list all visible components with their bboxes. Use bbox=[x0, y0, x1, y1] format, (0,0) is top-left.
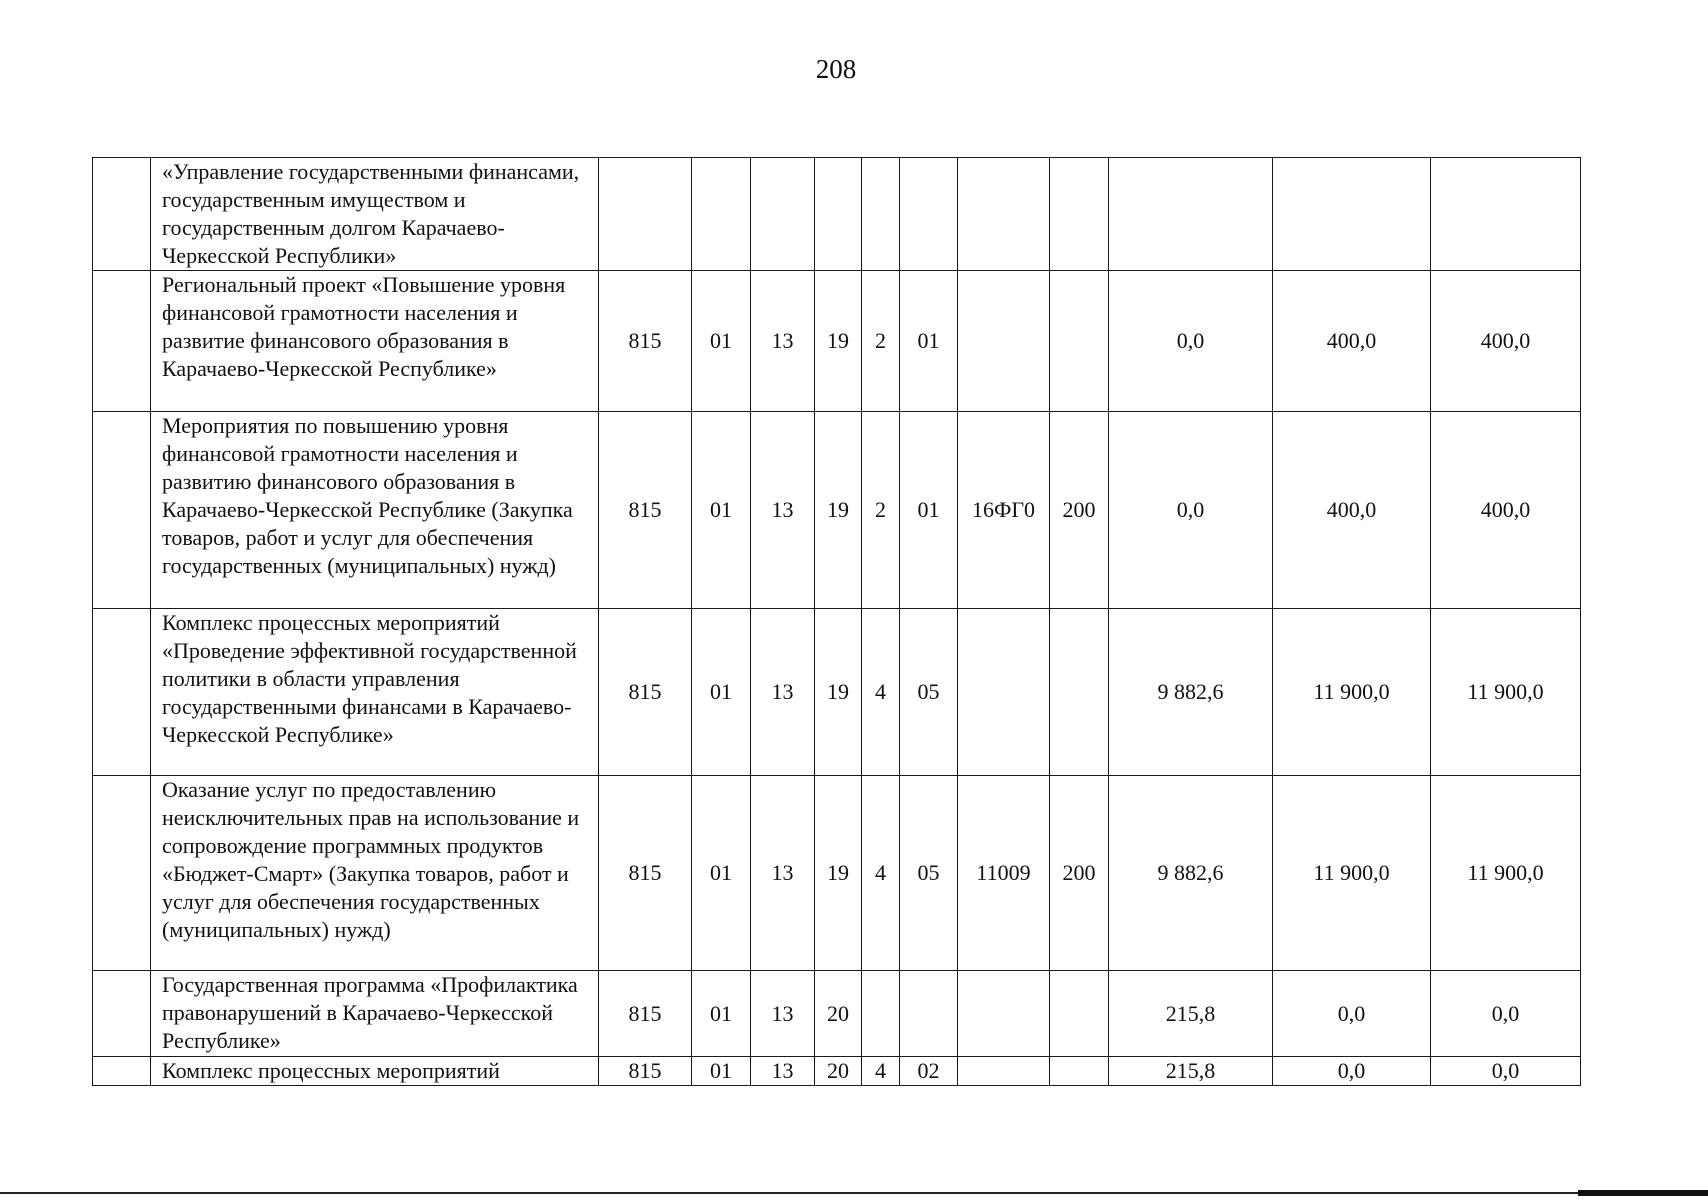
ved-cell bbox=[599, 158, 692, 271]
sum-year2-cell: 400,0 bbox=[1273, 412, 1431, 609]
vr-cell bbox=[1050, 971, 1109, 1057]
cs-type-cell: 4 bbox=[862, 1057, 900, 1086]
row-number-cell bbox=[93, 609, 151, 776]
ved-cell: 815 bbox=[599, 1057, 692, 1086]
ved-cell: 815 bbox=[599, 412, 692, 609]
pr-cell: 13 bbox=[751, 1057, 815, 1086]
ved-cell: 815 bbox=[599, 271, 692, 412]
sum-year1-cell: 215,8 bbox=[1109, 1057, 1273, 1086]
vr-cell bbox=[1050, 271, 1109, 412]
cs-structure-cell: 01 bbox=[900, 271, 958, 412]
cs-program-cell: 19 bbox=[815, 412, 862, 609]
cs-structure-cell bbox=[900, 158, 958, 271]
table-row bbox=[93, 971, 1581, 1057]
ved-cell: 815 bbox=[599, 609, 692, 776]
sum-year2-cell: 0,0 bbox=[1273, 971, 1431, 1057]
vr-cell bbox=[1050, 1057, 1109, 1086]
vr-cell: 200 bbox=[1050, 776, 1109, 971]
cs-type-cell bbox=[862, 158, 900, 271]
pr-cell: 13 bbox=[751, 971, 815, 1057]
description-cell: Комплекс процессных мероприятий «Проведение эффективной государственной политики в области управления государственными финансами в Карачаево-Черкесской Республике» bbox=[151, 609, 599, 776]
table-row bbox=[93, 1057, 1581, 1086]
sum-year3-cell: 0,0 bbox=[1431, 1057, 1581, 1086]
row-number-cell bbox=[93, 971, 151, 1057]
budget-table bbox=[92, 157, 1581, 1086]
cs-program-cell: 19 bbox=[815, 776, 862, 971]
sum-year2-cell: 11 900,0 bbox=[1273, 609, 1431, 776]
cs-type-cell: 2 bbox=[862, 412, 900, 609]
scan-corner-mark bbox=[1578, 1190, 1708, 1196]
cs-program-cell bbox=[815, 158, 862, 271]
description-cell: Государственная программа «Профилактика правонарушений в Карачаево-Черкесской Республике» bbox=[151, 971, 599, 1057]
rz-cell: 01 bbox=[692, 1057, 751, 1086]
description-cell: Комплекс процессных мероприятий bbox=[151, 1057, 599, 1086]
row-number-cell bbox=[93, 271, 151, 412]
sum-year1-cell: 9 882,6 bbox=[1109, 776, 1273, 971]
description-cell: Мероприятия по повышению уровня финансовой грамотности населения и развитию финансового образования в Карачаево-Черкесской Республике (Закупка товаров, работ и услуг для обеспечения государственных (муниципальных) нужд) bbox=[151, 412, 599, 609]
sum-year3-cell: 400,0 bbox=[1431, 412, 1581, 609]
pr-cell: 13 bbox=[751, 271, 815, 412]
cs-direction-cell bbox=[958, 609, 1050, 776]
vr-cell bbox=[1050, 158, 1109, 271]
row-number-cell bbox=[93, 776, 151, 971]
cs-program-cell: 19 bbox=[815, 271, 862, 412]
vr-cell: 200 bbox=[1050, 412, 1109, 609]
sum-year1-cell bbox=[1109, 158, 1273, 271]
cs-program-cell: 20 bbox=[815, 971, 862, 1057]
rz-cell: 01 bbox=[692, 271, 751, 412]
scan-bottom-edge bbox=[0, 1192, 1708, 1194]
sum-year3-cell bbox=[1431, 158, 1581, 271]
sum-year2-cell: 400,0 bbox=[1273, 271, 1431, 412]
cs-direction-cell: 11009 bbox=[958, 776, 1050, 971]
row-number-cell bbox=[93, 158, 151, 271]
description-cell: Региональный проект «Повышение уровня финансовой грамотности населения и развитие финансового образования в Карачаево-Черкесской Республике» bbox=[151, 271, 599, 412]
sum-year1-cell: 9 882,6 bbox=[1109, 609, 1273, 776]
description-cell: «Управление государственными финансами, государственным имуществом и государственным долгом Карачаево-Черкесской Республики» bbox=[151, 158, 599, 271]
pr-cell: 13 bbox=[751, 609, 815, 776]
ved-cell: 815 bbox=[599, 971, 692, 1057]
table-row bbox=[93, 609, 1581, 776]
rz-cell: 01 bbox=[692, 776, 751, 971]
cs-direction-cell: 16ФГ0 bbox=[958, 412, 1050, 609]
cs-type-cell: 2 bbox=[862, 271, 900, 412]
cs-type-cell: 4 bbox=[862, 609, 900, 776]
page-number: 208 bbox=[815, 54, 857, 84]
sum-year1-cell: 0,0 bbox=[1109, 412, 1273, 609]
vr-cell bbox=[1050, 609, 1109, 776]
sum-year2-cell: 0,0 bbox=[1273, 1057, 1431, 1086]
row-number-cell bbox=[93, 1057, 151, 1086]
pr-cell: 13 bbox=[751, 412, 815, 609]
cs-structure-cell bbox=[900, 971, 958, 1057]
cs-program-cell: 20 bbox=[815, 1057, 862, 1086]
pr-cell: 13 bbox=[751, 776, 815, 971]
cs-structure-cell: 05 bbox=[900, 776, 958, 971]
sum-year3-cell: 400,0 bbox=[1431, 271, 1581, 412]
table-row bbox=[93, 776, 1581, 971]
cs-structure-cell: 05 bbox=[900, 609, 958, 776]
sum-year3-cell: 11 900,0 bbox=[1431, 776, 1581, 971]
sum-year1-cell: 0,0 bbox=[1109, 271, 1273, 412]
rz-cell bbox=[692, 158, 751, 271]
cs-type-cell bbox=[862, 971, 900, 1057]
ved-cell: 815 bbox=[599, 776, 692, 971]
sum-year1-cell: 215,8 bbox=[1109, 971, 1273, 1057]
table-row bbox=[93, 271, 1581, 412]
sum-year2-cell: 11 900,0 bbox=[1273, 776, 1431, 971]
cs-direction-cell bbox=[958, 971, 1050, 1057]
description-cell: Оказание услуг по предоставлению неисключительных прав на использование и сопровождение программных продуктов «Бюджет-Смарт» (Закупка товаров, работ и услуг для обеспечения государственных (муниципальных) нужд) bbox=[151, 776, 599, 971]
cs-type-cell: 4 bbox=[862, 776, 900, 971]
rz-cell: 01 bbox=[692, 609, 751, 776]
row-number-cell bbox=[93, 412, 151, 609]
sum-year3-cell: 11 900,0 bbox=[1431, 609, 1581, 776]
cs-structure-cell: 02 bbox=[900, 1057, 958, 1086]
sum-year2-cell bbox=[1273, 158, 1431, 271]
cs-program-cell: 19 bbox=[815, 609, 862, 776]
cs-direction-cell bbox=[958, 271, 1050, 412]
cs-structure-cell: 01 bbox=[900, 412, 958, 609]
cs-direction-cell bbox=[958, 158, 1050, 271]
cs-direction-cell bbox=[958, 1057, 1050, 1086]
table-row bbox=[93, 158, 1581, 271]
rz-cell: 01 bbox=[692, 412, 751, 609]
table-row bbox=[93, 412, 1581, 609]
sum-year3-cell: 0,0 bbox=[1431, 971, 1581, 1057]
rz-cell: 01 bbox=[692, 971, 751, 1057]
pr-cell bbox=[751, 158, 815, 271]
